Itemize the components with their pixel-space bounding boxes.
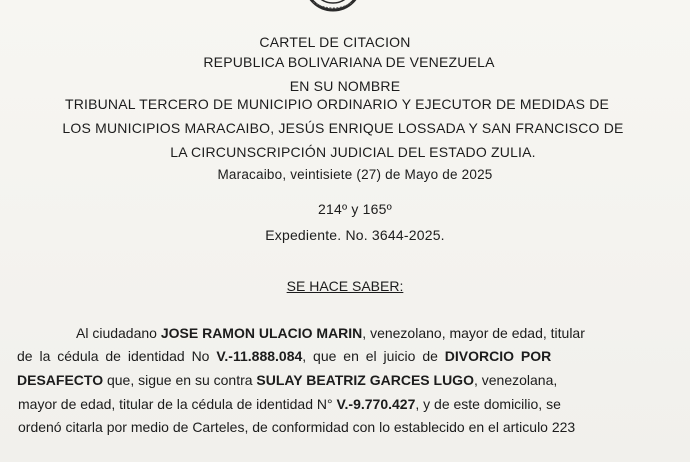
se-hace-saber-heading: [0, 278, 690, 294]
case-type: DIVORCIO POR: [444, 348, 552, 364]
title-cartel: CARTEL DE CITACION: [259, 34, 411, 50]
plaintiff-name: SULAY BEATRIZ GARCES LUGO: [256, 372, 474, 388]
plaintiff-id: V.-9.770.427: [336, 396, 416, 412]
text: , que en el juicio de: [302, 348, 445, 364]
case-type-cont: DESAFECTO: [17, 372, 104, 388]
text: , venezolana,: [473, 372, 558, 388]
body-line-2: [17, 348, 551, 364]
text: , y de este domicilio, se: [415, 396, 561, 412]
court-seal: [303, 0, 363, 14]
document-years: 214º y 165º: [318, 201, 392, 217]
body-line-3: [17, 372, 557, 388]
body-line-1: [76, 325, 585, 341]
tribunal-line-1: TRIBUNAL TERCERO DE MUNICIPIO ORDINARIO Y EJECUTOR DE MEDIDAS DE: [64, 96, 610, 112]
tribunal-line-3: LA CIRCUNSCRIPCIÓN JUDICIAL DEL ESTADO ZULIA.: [170, 144, 536, 160]
se-hace-saber-text: SE HACE SABER:: [286, 278, 404, 294]
body-line-4: [18, 396, 561, 412]
tribunal-line-2: LOS MUNICIPIOS MARACAIBO, JESÚS ENRIQUE LOSSADA Y SAN FRANCISCO DE: [62, 120, 624, 136]
document-date: Maracaibo, veintisiete (27) de Mayo de 2025: [217, 167, 493, 182]
body-line-5: ordenó citarla por medio de Carteles, de conformidad con lo establecido en el articulo 223: [18, 419, 576, 435]
defendant-id: V.-11.888.084: [216, 348, 303, 364]
defendant-name: JOSE RAMON ULACIO MARIN: [160, 325, 363, 341]
text: Al ciudadano: [76, 325, 161, 341]
text: mayor de edad, titular de la cédula de identidad N°: [18, 396, 337, 412]
text: de la cédula de identidad No: [17, 348, 217, 364]
text: , venezolano, mayor de edad, titular: [362, 325, 585, 341]
expediente-number: Expediente. No. 3644-2025.: [265, 227, 445, 243]
title-en-su-nombre: EN SU NOMBRE: [289, 78, 401, 94]
title-republica: REPUBLICA BOLIVARIANA DE VENEZUELA: [203, 54, 495, 70]
text: que, sigue en su contra: [103, 372, 257, 388]
